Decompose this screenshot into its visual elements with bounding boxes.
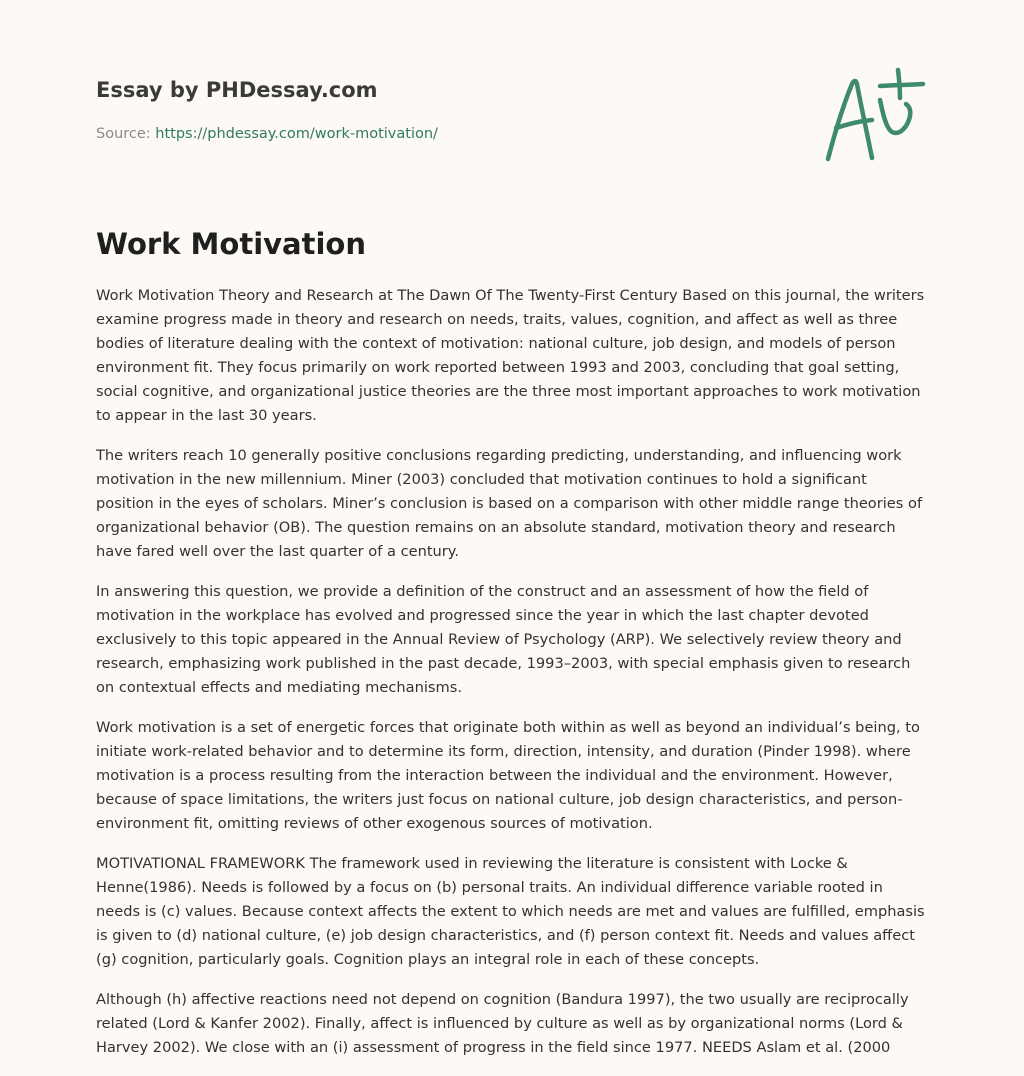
paragraph: Work Motivation Theory and Research at The Dawn Of The Twenty-First Century Based on this journal, the writers examine progress made in theory and research on needs, traits, values, cognition, and affect as well as three bodies of literature dealing with the context of motivation: national culture, job design, and models of person environment fit. They focus primarily on work reported between 1993 and 2003, concluding that goal setting, social cognitive, and organizational justice theories are the three most important approaches to work motivation to appear in the last 30 years. (96, 287, 925, 424)
paragraph: The writers reach 10 generally positive conclusions regarding predicting, understanding, and influencing work motivation in the new millennium. Miner (2003) concluded that motivation continues to hold a significant position in the eyes of scholars. Miner’s conclusion is based on a comparison with other middle range theories of organizational behavior (OB). The question remains on an absolute standard, motivation theory and research have fared well over the last quarter of a century. (96, 447, 923, 560)
source-line (96, 124, 928, 144)
source-link[interactable]: https://phdessay.com/work-motivation/ (155, 126, 438, 142)
a-plus-logo-icon (820, 66, 930, 166)
paragraph: Although (h) affective reactions need not depend on cognition (Bandura 1997), the two usually are reciprocally related (Lord & Kanfer 2002). Finally, affect is influenced by culture as well as by organizational norms (Lord & Harvey 2002). We close with an (i) assessment of progress in the field since 1977. NEEDS Aslam et al. (2000 (96, 991, 909, 1056)
source-label: Source: (96, 126, 156, 142)
essay-title: Work Motivation (96, 227, 366, 261)
paragraph: In answering this question, we provide a definition of the construct and an assessment of how the field of motivation in the workplace has evolved and progressed since the year in which the last chapter devoted exclusively to this topic appeared in the Annual Review of Psychology (ARP). We selectively review theory and research, emphasizing work published in the past decade, 1993–2003, with special emphasis given to research on contextual effects and mediating mechanisms. (96, 583, 911, 696)
paragraph: Work motivation is a set of energetic forces that originate both within as well as beyond an individual’s being, to initiate work-related behavior and to determine its form, direction, intensity, and duration (Pinder 1998). where motivation is a process resulting from the interaction between the individual and the environment. However, because of space limitations, the writers just focus on national culture, job design characteristics, and person-environment fit, omitting reviews of other exogenous sources of motivation. (96, 719, 920, 832)
paragraph: MOTIVATIONAL FRAMEWORK The framework used in reviewing the literature is consistent with Locke & Henne(1986). Needs is followed by a focus on (b) personal traits. An individual difference variable rooted in needs is (c) values. Because context affects the extent to which needs are met and values are fulfilled, emphasis is given to (d) national culture, (e) job design characteristics, and (f) person context fit. Needs and values affect (g) cognition, particularly goals. Cognition plays an integral role in each of these concepts. (96, 855, 925, 968)
essay-body (96, 284, 928, 1076)
essay-header (96, 76, 928, 144)
site-title: Essay by PHDessay.com (96, 78, 378, 102)
